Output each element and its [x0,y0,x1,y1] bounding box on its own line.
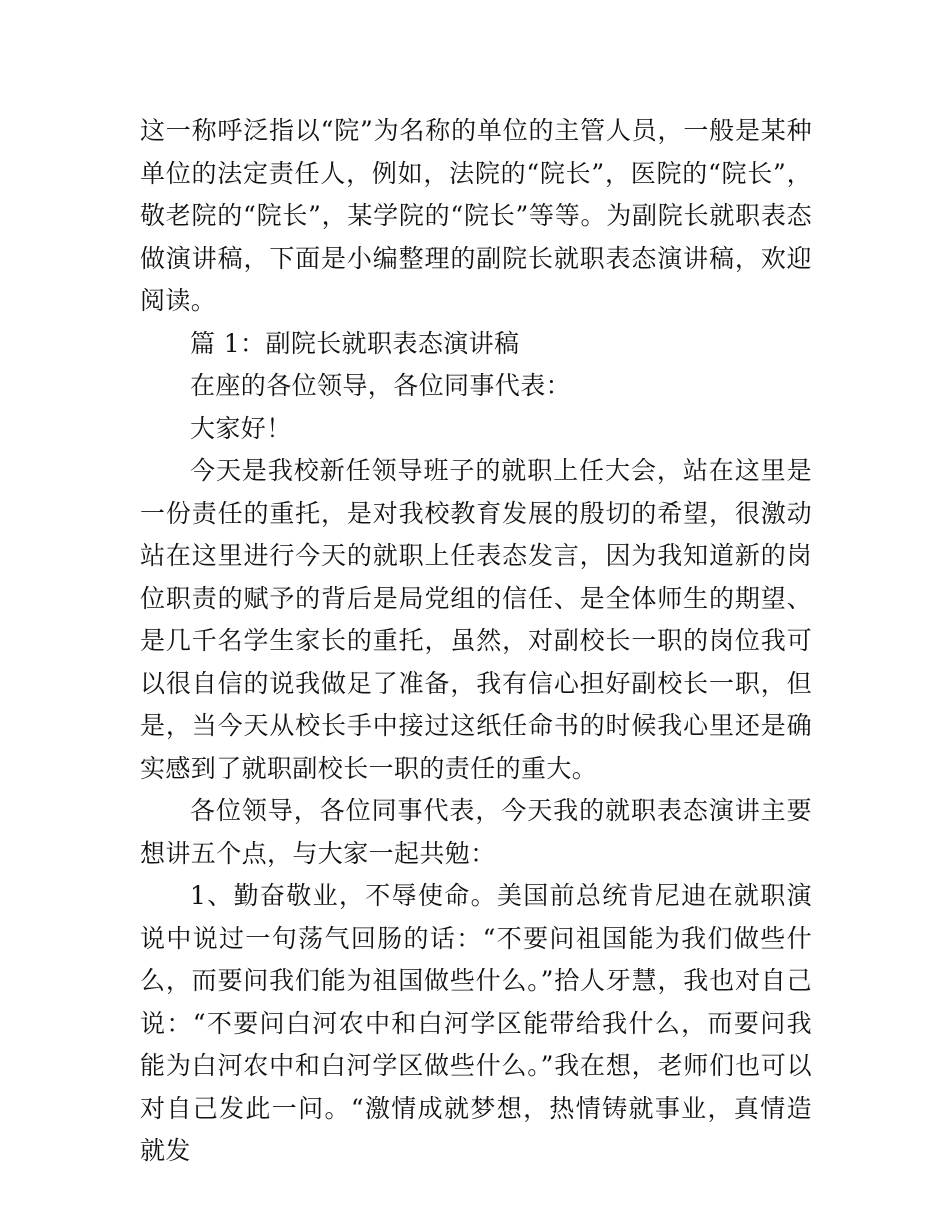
salutation: 在座的各位领导，各位同事代表： [190,371,572,400]
body-paragraph: 各位领导，各位同事代表，今天我的就职表态演讲主要想讲五个点，与大家一起共勉： [140,796,812,868]
body-paragraph: 今天是我校新任领导班子的就职上任大会，站在这里是一份责任的重托，是对我校教育发展的殷切的希望，很激动站在这里进行今天的就职上任表态发言，因为我知道新的岗位职责的赋予的背后是局党组的信任、是全体师生的期望、是几千名学生家长的重托，虽然，对副校长一职的岗位我可以很自信的说我做足了准备，我有信心担好副校长一职，但是，当今天从校长手中接过这纸任命书的时候我心里还是确实感到了就职副校长一职的责任的重大。 [140,456,812,783]
greeting: 大家好！ [190,413,292,443]
section-heading: 篇 1：副院长就职表态演讲稿 [190,328,520,358]
intro-paragraph: 这一称呼泛指以“院”为名称的单位的主管人员，一般是某种单位的法定责任人，例如，法院的“院长”，医院的“院长”，敬老院的“院长”，某学院的“院长”等等。为副院长就职表态做演讲稿，下面是小编整理的副院长就职表态演讲稿，欢迎阅读。 [140,116,812,315]
document-page [140,110,812,1173]
body-paragraph: 1、勤奋敬业，不辱使命。美国前总统肯尼迪在就职演说中说过一句荡气回肠的话：“不要问祖国能为我们做些什么，而要问我们能为祖国做些什么。”拾人牙慧，我也对自己说：“不要问白河农中和白河学区能带给我什么，而要问我能为白河农中和白河学区做些什么。”我在想，老师们也可以对自己发此一问。“激情成就梦想，热情铸就事业，真情造就发 [140,881,812,1165]
